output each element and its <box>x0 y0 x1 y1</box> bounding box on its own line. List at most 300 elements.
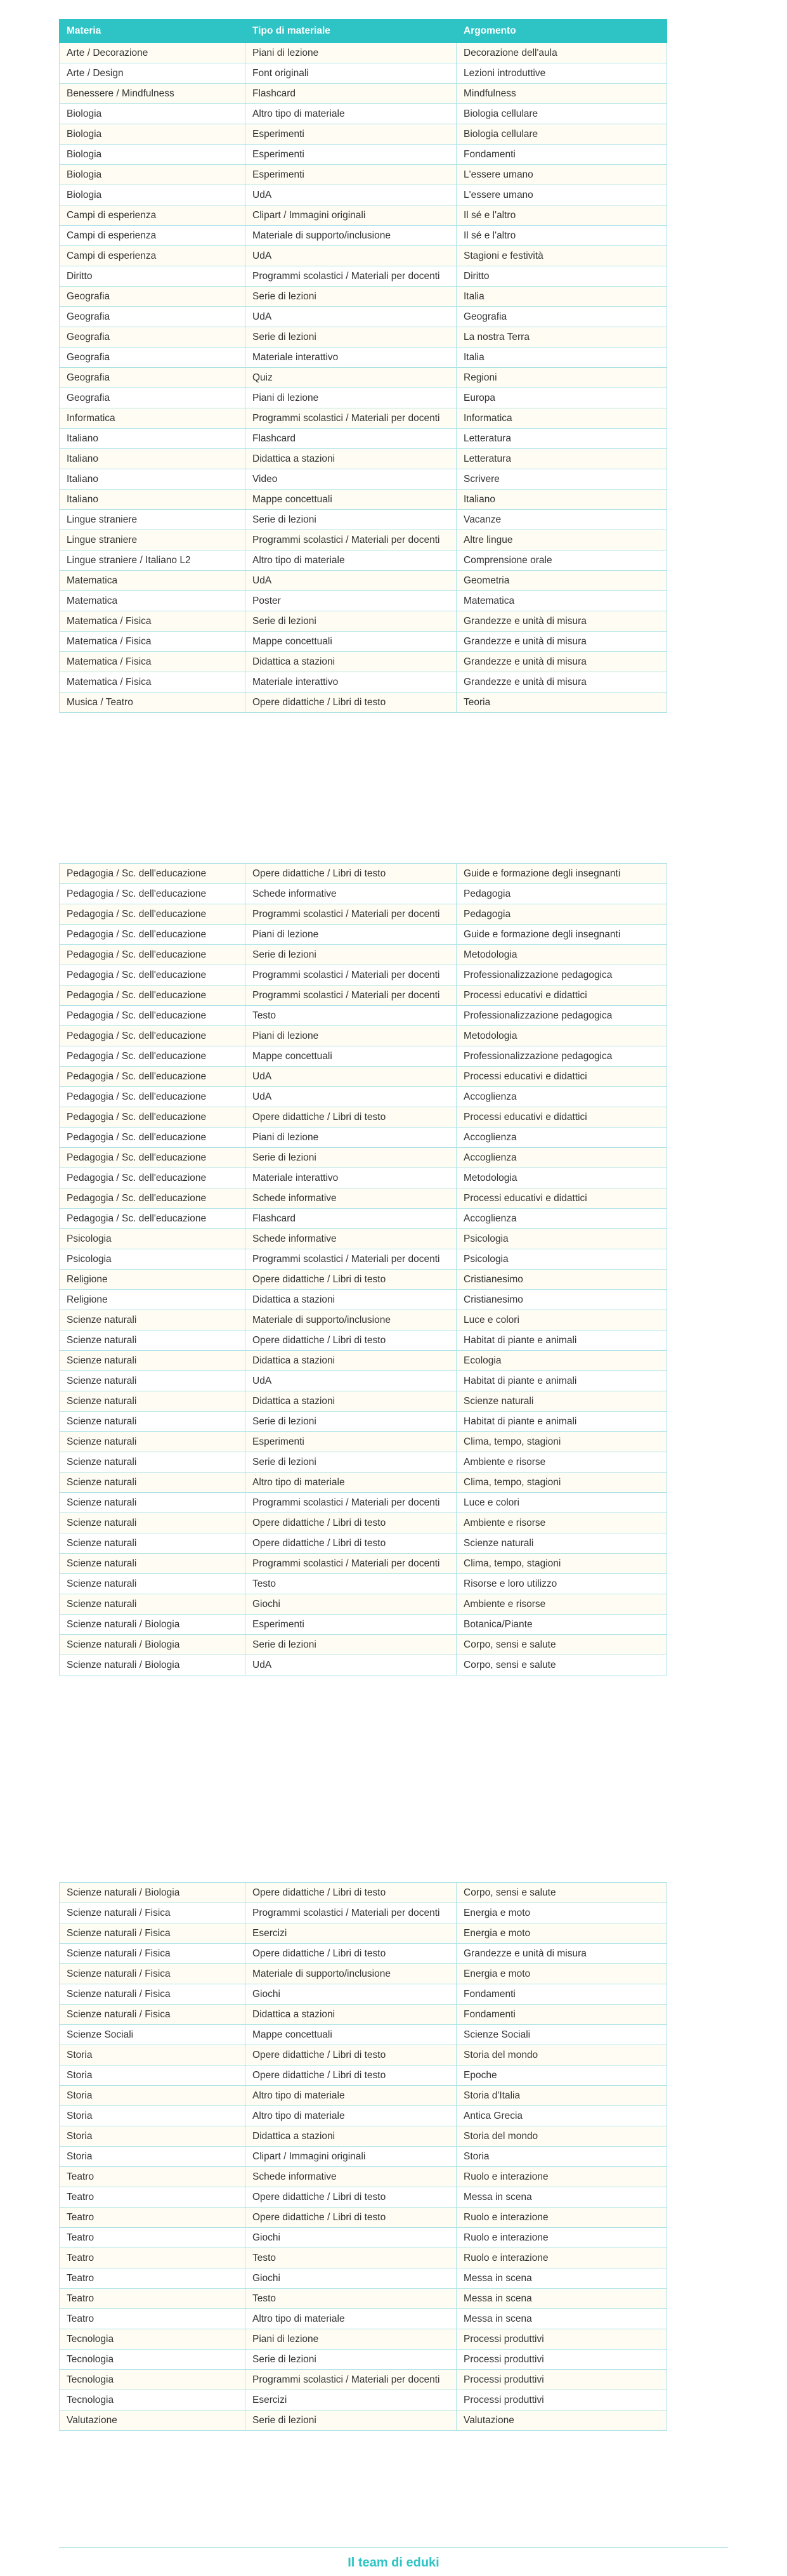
table-row <box>60 307 667 327</box>
cell-tipo-materiale: Programmi scolastici / Materiali per docenti <box>245 1249 457 1270</box>
cell-argomento: Clima, tempo, stagioni <box>457 1473 667 1493</box>
cell-materia: Storia <box>60 2106 245 2126</box>
cell-tipo-materiale: Serie di lezioni <box>245 1148 457 1168</box>
cell-materia: Matematica <box>60 571 245 591</box>
cell-tipo-materiale: Opere didattiche / Libri di testo <box>245 864 457 884</box>
cell-materia: Italiano <box>60 429 245 449</box>
cell-tipo-materiale: Materiale interattivo <box>245 672 457 693</box>
cell-argomento: Biologia cellulare <box>457 104 667 124</box>
table-row <box>60 1148 667 1168</box>
cell-tipo-materiale: Didattica a stazioni <box>245 1290 457 1310</box>
cell-tipo-materiale: Programmi scolastici / Materiali per docenti <box>245 530 457 550</box>
cell-argomento: Fondamenti <box>457 145 667 165</box>
cell-tipo-materiale: Didattica a stazioni <box>245 2126 457 2147</box>
cell-tipo-materiale: UdA <box>245 1371 457 1391</box>
cell-argomento: Pedagogia <box>457 884 667 904</box>
cell-argomento: Habitat di piante e animali <box>457 1371 667 1391</box>
table-row <box>60 2106 667 2126</box>
cell-argomento: Comprensione orale <box>457 550 667 571</box>
table-row <box>60 986 667 1006</box>
cell-materia: Pedagogia / Sc. dell'educazione <box>60 925 245 945</box>
cell-argomento: Professionalizzazione pedagogica <box>457 1006 667 1026</box>
cell-argomento: Corpo, sensi e salute <box>457 1635 667 1655</box>
cell-tipo-materiale: Programmi scolastici / Materiali per docenti <box>245 2370 457 2390</box>
cell-tipo-materiale: Opere didattiche / Libri di testo <box>245 1883 457 1903</box>
cell-argomento: Epoche <box>457 2065 667 2086</box>
cell-tipo-materiale: Altro tipo di materiale <box>245 2086 457 2106</box>
cell-tipo-materiale: Opere didattiche / Libri di testo <box>245 1944 457 1964</box>
cell-argomento: Decorazione dell'aula <box>457 43 667 63</box>
cell-argomento: Clima, tempo, stagioni <box>457 1554 667 1574</box>
cell-tipo-materiale: Flashcard <box>245 84 457 104</box>
cell-materia: Biologia <box>60 165 245 185</box>
cell-materia: Scienze naturali <box>60 1513 245 1533</box>
cell-materia: Scienze naturali <box>60 1310 245 1330</box>
table-row <box>60 327 667 348</box>
cell-materia: Pedagogia / Sc. dell'educazione <box>60 864 245 884</box>
cell-tipo-materiale: Giochi <box>245 2268 457 2289</box>
cell-tipo-materiale: Giochi <box>245 1594 457 1615</box>
table-row <box>60 2187 667 2208</box>
table-row <box>60 63 667 84</box>
cell-tipo-materiale: Piani di lezione <box>245 43 457 63</box>
table-row <box>60 368 667 388</box>
cell-argomento: Processi educativi e didattici <box>457 1107 667 1128</box>
cell-argomento: Letteratura <box>457 449 667 469</box>
cell-argomento: Il sé e l'altro <box>457 205 667 226</box>
cell-argomento: Metodologia <box>457 945 667 965</box>
cell-tipo-materiale: Quiz <box>245 368 457 388</box>
cell-tipo-materiale: Mappe concettuali <box>245 632 457 652</box>
cell-materia: Geografia <box>60 348 245 368</box>
cell-tipo-materiale: Schede informative <box>245 1188 457 1209</box>
table-row <box>60 1330 667 1351</box>
cell-argomento: Guide e formazione degli insegnanti <box>457 864 667 884</box>
header-argomento: Argomento <box>457 20 667 43</box>
cell-argomento: Metodologia <box>457 1026 667 1046</box>
cell-materia: Scienze naturali <box>60 1473 245 1493</box>
cell-argomento: Energia e moto <box>457 1903 667 1923</box>
cell-argomento: Professionalizzazione pedagogica <box>457 965 667 986</box>
cell-argomento: Corpo, sensi e salute <box>457 1655 667 1675</box>
table-row <box>60 1655 667 1675</box>
cell-tipo-materiale: Poster <box>245 591 457 611</box>
cell-tipo-materiale: Programmi scolastici / Materiali per docenti <box>245 1903 457 1923</box>
cell-materia: Storia <box>60 2126 245 2147</box>
cell-materia: Storia <box>60 2086 245 2106</box>
header-materia: Materia <box>60 20 245 43</box>
cell-argomento: Corpo, sensi e salute <box>457 1883 667 1903</box>
cell-argomento: Grandezze e unità di misura <box>457 672 667 693</box>
cell-materia: Storia <box>60 2065 245 2086</box>
cell-tipo-materiale: Programmi scolastici / Materiali per docenti <box>245 1554 457 1574</box>
cell-tipo-materiale: Serie di lezioni <box>245 1412 457 1432</box>
cell-argomento: Antica Grecia <box>457 2106 667 2126</box>
cell-materia: Pedagogia / Sc. dell'educazione <box>60 1168 245 1188</box>
cell-materia: Lingue straniere <box>60 530 245 550</box>
cell-argomento: Accoglienza <box>457 1087 667 1107</box>
cell-tipo-materiale: Serie di lezioni <box>245 1452 457 1473</box>
table-row <box>60 449 667 469</box>
cell-materia: Pedagogia / Sc. dell'educazione <box>60 1026 245 1046</box>
cell-argomento: L'essere umano <box>457 185 667 205</box>
cell-materia: Teatro <box>60 2248 245 2268</box>
cell-argomento: Scienze naturali <box>457 1533 667 1554</box>
table-row <box>60 1615 667 1635</box>
cell-tipo-materiale: Serie di lezioni <box>245 1635 457 1655</box>
cell-tipo-materiale: Schede informative <box>245 2167 457 2187</box>
table-row <box>60 1290 667 1310</box>
cell-tipo-materiale: Programmi scolastici / Materiali per docenti <box>245 408 457 429</box>
cell-materia: Scienze naturali <box>60 1351 245 1371</box>
table-row <box>60 2005 667 2025</box>
cell-tipo-materiale: Altro tipo di materiale <box>245 1473 457 1493</box>
cell-tipo-materiale: Materiale interattivo <box>245 1168 457 1188</box>
cell-argomento: Cristianesimo <box>457 1270 667 1290</box>
cell-materia: Scienze naturali / Fisica <box>60 1944 245 1964</box>
cell-argomento: Processi produttivi <box>457 2329 667 2350</box>
cell-tipo-materiale: Programmi scolastici / Materiali per docenti <box>245 266 457 287</box>
cell-tipo-materiale: Didattica a stazioni <box>245 652 457 672</box>
cell-argomento: Storia <box>457 2147 667 2167</box>
table-row <box>60 1006 667 1026</box>
cell-tipo-materiale: Altro tipo di materiale <box>245 104 457 124</box>
cell-argomento: La nostra Terra <box>457 327 667 348</box>
cell-tipo-materiale: Programmi scolastici / Materiali per docenti <box>245 965 457 986</box>
table-row <box>60 1209 667 1229</box>
cell-materia: Italiano <box>60 490 245 510</box>
table-row <box>60 1371 667 1391</box>
cell-argomento: Processi produttivi <box>457 2390 667 2410</box>
table-row <box>60 2309 667 2329</box>
cell-argomento: Stagioni e festività <box>457 246 667 266</box>
cell-materia: Scienze naturali / Biologia <box>60 1615 245 1635</box>
cell-tipo-materiale: Font originali <box>245 63 457 84</box>
cell-materia: Pedagogia / Sc. dell'educazione <box>60 945 245 965</box>
cell-tipo-materiale: Clipart / Immagini originali <box>245 205 457 226</box>
table-row <box>60 2410 667 2431</box>
table-row <box>60 2329 667 2350</box>
cell-argomento: Lezioni introduttive <box>457 63 667 84</box>
cell-tipo-materiale: UdA <box>245 1087 457 1107</box>
footer-divider <box>59 2547 728 2548</box>
cell-tipo-materiale: Esperimenti <box>245 124 457 145</box>
cell-tipo-materiale: Opere didattiche / Libri di testo <box>245 2187 457 2208</box>
cell-argomento: Risorse e loro utilizzo <box>457 1574 667 1594</box>
cell-materia: Pedagogia / Sc. dell'educazione <box>60 965 245 986</box>
cell-argomento: Grandezze e unità di misura <box>457 1944 667 1964</box>
cell-materia: Italiano <box>60 449 245 469</box>
cell-materia: Campi di esperienza <box>60 205 245 226</box>
cell-argomento: Botanica/Piante <box>457 1615 667 1635</box>
cell-materia: Teatro <box>60 2309 245 2329</box>
cell-tipo-materiale: Materiale interattivo <box>245 348 457 368</box>
cell-argomento: Letteratura <box>457 429 667 449</box>
cell-tipo-materiale: Serie di lezioni <box>245 287 457 307</box>
table-row <box>60 672 667 693</box>
cell-tipo-materiale: Esperimenti <box>245 165 457 185</box>
table-row <box>60 925 667 945</box>
table-row <box>60 2268 667 2289</box>
table-row <box>60 2208 667 2228</box>
table-row <box>60 1270 667 1290</box>
cell-materia: Pedagogia / Sc. dell'educazione <box>60 1006 245 1026</box>
cell-argomento: Altre lingue <box>457 530 667 550</box>
table-row <box>60 864 667 884</box>
table-row <box>60 904 667 925</box>
cell-argomento: Scienze naturali <box>457 1391 667 1412</box>
table-row <box>60 2126 667 2147</box>
cell-argomento: Ruolo e interazione <box>457 2167 667 2187</box>
table-row <box>60 1554 667 1574</box>
cell-materia: Scienze naturali / Fisica <box>60 1984 245 2005</box>
table-row <box>60 965 667 986</box>
cell-argomento: Accoglienza <box>457 1209 667 1229</box>
cell-tipo-materiale: Giochi <box>245 1984 457 2005</box>
table-row <box>60 2147 667 2167</box>
cell-materia: Matematica / Fisica <box>60 652 245 672</box>
cell-argomento: Geometria <box>457 571 667 591</box>
cell-argomento: Habitat di piante e animali <box>457 1412 667 1432</box>
table-row <box>60 266 667 287</box>
cell-argomento: Ambiente e risorse <box>457 1513 667 1533</box>
cell-tipo-materiale: Esercizi <box>245 1923 457 1944</box>
cell-materia: Pedagogia / Sc. dell'educazione <box>60 1148 245 1168</box>
cell-argomento: Scienze Sociali <box>457 2025 667 2045</box>
table-row <box>60 1635 667 1655</box>
cell-argomento: Informatica <box>457 408 667 429</box>
table-row <box>60 1594 667 1615</box>
cell-tipo-materiale: Serie di lezioni <box>245 327 457 348</box>
cell-argomento: Storia del mondo <box>457 2126 667 2147</box>
cell-materia: Scienze naturali / Biologia <box>60 1655 245 1675</box>
cell-materia: Scienze naturali <box>60 1594 245 1615</box>
cell-argomento: Clima, tempo, stagioni <box>457 1432 667 1452</box>
cell-materia: Matematica <box>60 591 245 611</box>
cell-tipo-materiale: Opere didattiche / Libri di testo <box>245 2065 457 2086</box>
table-row <box>60 1249 667 1270</box>
cell-materia: Lingue straniere / Italiano L2 <box>60 550 245 571</box>
cell-argomento: Luce e colori <box>457 1310 667 1330</box>
table-row <box>60 246 667 266</box>
cell-tipo-materiale: UdA <box>245 307 457 327</box>
cell-argomento: L'essere umano <box>457 165 667 185</box>
table-row <box>60 1067 667 1087</box>
table-row <box>60 1391 667 1412</box>
cell-materia: Scienze naturali / Fisica <box>60 2005 245 2025</box>
cell-tipo-materiale: Opere didattiche / Libri di testo <box>245 1107 457 1128</box>
cell-materia: Musica / Teatro <box>60 693 245 713</box>
cell-materia: Tecnologia <box>60 2350 245 2370</box>
table-row <box>60 2025 667 2045</box>
cell-argomento: Accoglienza <box>457 1148 667 1168</box>
table-row <box>60 1026 667 1046</box>
table-row <box>60 287 667 307</box>
cell-materia: Scienze naturali <box>60 1574 245 1594</box>
cell-argomento: Accoglienza <box>457 1128 667 1148</box>
table-row <box>60 1087 667 1107</box>
cell-materia: Biologia <box>60 124 245 145</box>
cell-materia: Scienze naturali / Fisica <box>60 1964 245 1984</box>
cell-argomento: Energia e moto <box>457 1964 667 1984</box>
cell-argomento: Ruolo e interazione <box>457 2208 667 2228</box>
cell-argomento: Grandezze e unità di misura <box>457 652 667 672</box>
cell-tipo-materiale: Serie di lezioni <box>245 2410 457 2431</box>
cell-materia: Geografia <box>60 388 245 408</box>
cell-argomento: Ambiente e risorse <box>457 1594 667 1615</box>
cell-tipo-materiale: Schede informative <box>245 1229 457 1249</box>
cell-argomento: Processi educativi e didattici <box>457 1067 667 1087</box>
table-row <box>60 124 667 145</box>
table-row <box>60 2167 667 2187</box>
cell-argomento: Fondamenti <box>457 1984 667 2005</box>
cell-tipo-materiale: Esperimenti <box>245 145 457 165</box>
table-row <box>60 652 667 672</box>
table-row <box>60 1473 667 1493</box>
table-row <box>60 1964 667 1984</box>
cell-argomento: Italia <box>457 287 667 307</box>
cell-tipo-materiale: Mappe concettuali <box>245 490 457 510</box>
cell-materia: Teatro <box>60 2228 245 2248</box>
cell-materia: Geografia <box>60 307 245 327</box>
table-row <box>60 2370 667 2390</box>
table-row <box>60 632 667 652</box>
table-row <box>60 1944 667 1964</box>
cell-materia: Matematica / Fisica <box>60 611 245 632</box>
cell-materia: Scienze naturali <box>60 1493 245 1513</box>
cell-tipo-materiale: Piani di lezione <box>245 1128 457 1148</box>
cell-tipo-materiale: Opere didattiche / Libri di testo <box>245 1513 457 1533</box>
cell-materia: Informatica <box>60 408 245 429</box>
cell-materia: Scienze naturali / Fisica <box>60 1923 245 1944</box>
cell-argomento: Biologia cellulare <box>457 124 667 145</box>
cell-tipo-materiale: UdA <box>245 1067 457 1087</box>
cell-argomento: Professionalizzazione pedagogica <box>457 1046 667 1067</box>
cell-argomento: Guide e formazione degli insegnanti <box>457 925 667 945</box>
cell-argomento: Il sé e l'altro <box>457 226 667 246</box>
table-row <box>60 388 667 408</box>
cell-argomento: Matematica <box>457 591 667 611</box>
cell-argomento: Scrivere <box>457 469 667 490</box>
cell-materia: Psicologia <box>60 1249 245 1270</box>
cell-argomento: Pedagogia <box>457 904 667 925</box>
table-row <box>60 1533 667 1554</box>
table-row <box>60 226 667 246</box>
table-row <box>60 348 667 368</box>
cell-tipo-materiale: Giochi <box>245 2228 457 2248</box>
table-row <box>60 693 667 713</box>
cell-tipo-materiale: Piani di lezione <box>245 1026 457 1046</box>
table-row <box>60 2390 667 2410</box>
cell-materia: Biologia <box>60 185 245 205</box>
cell-materia: Scienze naturali <box>60 1371 245 1391</box>
cell-tipo-materiale: Piani di lezione <box>245 388 457 408</box>
table-row <box>60 469 667 490</box>
cell-materia: Campi di esperienza <box>60 246 245 266</box>
cell-argomento: Regioni <box>457 368 667 388</box>
table-row <box>60 145 667 165</box>
table-row <box>60 84 667 104</box>
cell-materia: Religione <box>60 1270 245 1290</box>
table-row <box>60 1432 667 1452</box>
cell-tipo-materiale: UdA <box>245 246 457 266</box>
table-row <box>60 1574 667 1594</box>
cell-materia: Scienze naturali <box>60 1533 245 1554</box>
table-row <box>60 2350 667 2370</box>
table-row <box>60 591 667 611</box>
cell-tipo-materiale: Piani di lezione <box>245 2329 457 2350</box>
cell-materia: Teatro <box>60 2268 245 2289</box>
table-row <box>60 165 667 185</box>
cell-tipo-materiale: Serie di lezioni <box>245 611 457 632</box>
cell-argomento: Grandezze e unità di misura <box>457 632 667 652</box>
table-row <box>60 1984 667 2005</box>
table-row <box>60 2228 667 2248</box>
cell-tipo-materiale: Schede informative <box>245 884 457 904</box>
table-row <box>60 205 667 226</box>
cell-tipo-materiale: Didattica a stazioni <box>245 1391 457 1412</box>
cell-argomento: Diritto <box>457 266 667 287</box>
table-row <box>60 1188 667 1209</box>
table-row <box>60 510 667 530</box>
cell-materia: Scienze naturali <box>60 1432 245 1452</box>
cell-tipo-materiale: Opere didattiche / Libri di testo <box>245 693 457 713</box>
cell-tipo-materiale: UdA <box>245 1655 457 1675</box>
cell-materia: Geografia <box>60 327 245 348</box>
table-row <box>60 1452 667 1473</box>
cell-tipo-materiale: Didattica a stazioni <box>245 1351 457 1371</box>
cell-materia: Storia <box>60 2147 245 2167</box>
cell-argomento: Psicologia <box>457 1229 667 1249</box>
table-row <box>60 1412 667 1432</box>
cell-tipo-materiale: UdA <box>245 571 457 591</box>
cell-materia: Religione <box>60 1290 245 1310</box>
cell-materia: Pedagogia / Sc. dell'educazione <box>60 1188 245 1209</box>
table-row <box>60 2045 667 2065</box>
cell-tipo-materiale: Mappe concettuali <box>245 1046 457 1067</box>
cell-argomento: Processi produttivi <box>457 2350 667 2370</box>
cell-tipo-materiale: Serie di lezioni <box>245 510 457 530</box>
table-row <box>60 2065 667 2086</box>
cell-tipo-materiale: Didattica a stazioni <box>245 449 457 469</box>
table-header-row <box>60 20 667 43</box>
cell-argomento: Messa in scena <box>457 2309 667 2329</box>
cell-tipo-materiale: Flashcard <box>245 1209 457 1229</box>
cell-tipo-materiale: Serie di lezioni <box>245 2350 457 2370</box>
cell-tipo-materiale: Didattica a stazioni <box>245 2005 457 2025</box>
table-row <box>60 2086 667 2106</box>
cell-argomento: Habitat di piante e animali <box>457 1330 667 1351</box>
cell-materia: Pedagogia / Sc. dell'educazione <box>60 1087 245 1107</box>
cell-argomento: Europa <box>457 388 667 408</box>
cell-materia: Teatro <box>60 2208 245 2228</box>
cell-materia: Benessere / Mindfulness <box>60 84 245 104</box>
cell-argomento: Storia del mondo <box>457 2045 667 2065</box>
cell-materia: Arte / Decorazione <box>60 43 245 63</box>
cell-tipo-materiale: Video <box>245 469 457 490</box>
cell-materia: Arte / Design <box>60 63 245 84</box>
cell-materia: Biologia <box>60 104 245 124</box>
cell-tipo-materiale: Testo <box>245 2248 457 2268</box>
cell-tipo-materiale: Materiale di supporto/inclusione <box>245 1310 457 1330</box>
cell-materia: Valutazione <box>60 2410 245 2431</box>
table-row <box>60 490 667 510</box>
cell-argomento: Cristianesimo <box>457 1290 667 1310</box>
cell-tipo-materiale: Flashcard <box>245 429 457 449</box>
cell-argomento: Luce e colori <box>457 1493 667 1513</box>
cell-argomento: Ruolo e interazione <box>457 2228 667 2248</box>
cell-materia: Scienze naturali <box>60 1452 245 1473</box>
